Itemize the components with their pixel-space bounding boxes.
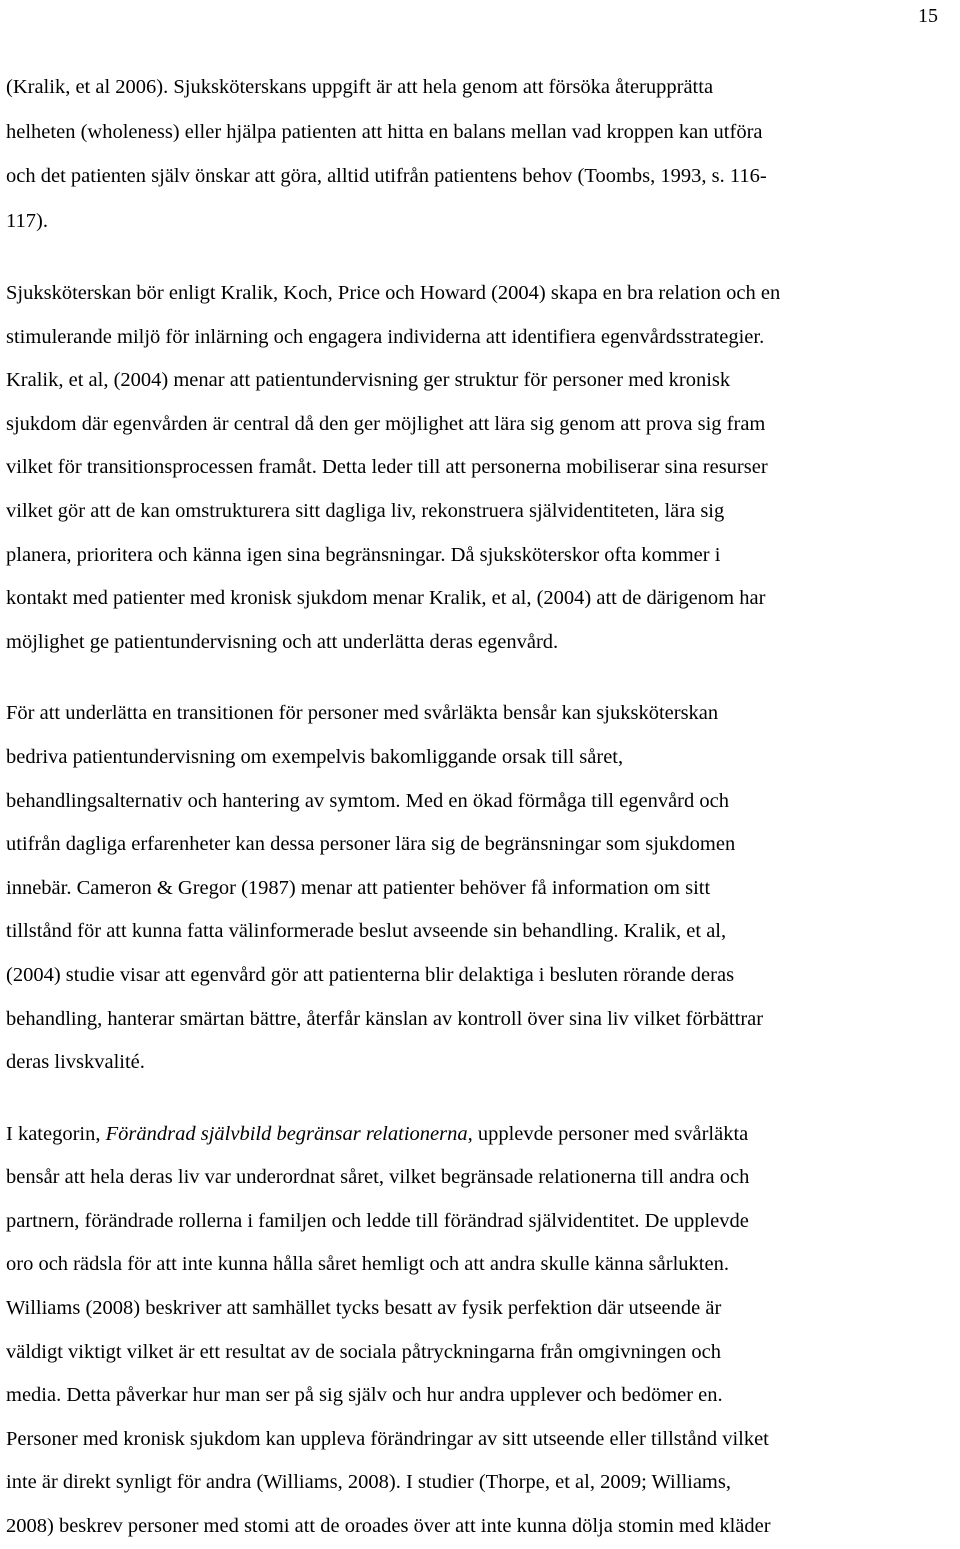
- text-line: (Kralik, et al 2006). Sjuksköterskans uppgift är att hela genom att försöka återupprätta: [6, 76, 714, 98]
- text-line: Williams (2008) beskriver att samhället tycks besatt av fysik perfektion där utseende är: [6, 1297, 722, 1320]
- text-line: planera, prioritera och känna igen sina begränsningar. Då sjuksköterskor ofta kommer i: [6, 543, 721, 566]
- text-line: vilket gör att de kan omstrukturera sitt dagliga liv, rekonstruera självidentiteten, lära sig: [6, 499, 725, 522]
- text-line: För att underlätta en transitionen för personer med svårläkta bensår kan sjuksköterskan: [6, 702, 719, 725]
- text-line: bedriva patientundervisning om exempelvis bakomliggande orsak till såret,: [6, 745, 624, 768]
- paragraph-2: [6, 272, 954, 664]
- paragraph-gap: [6, 244, 954, 272]
- text-run: I kategorin,: [6, 1122, 106, 1145]
- text-run: upplevde personer med svårläkta: [472, 1122, 749, 1145]
- text-line: möjlighet ge patientundervisning och att underlätta deras egenvård.: [6, 630, 559, 653]
- text-line: bensår att hela deras liv var underordnat såret, vilket begränsade relationerna till andra och: [6, 1166, 750, 1189]
- text-line: kontakt med patienter med kronisk sjukdom menar Kralik, et al, (2004) att de därigenom har: [6, 587, 766, 610]
- text-line: och det patienten själv önskar att göra, alltid utifrån patientens behov (Toombs, 1993, s. 116-: [6, 165, 767, 187]
- document-body: [6, 66, 954, 1549]
- text-line: Personer med kronisk sjukdom kan uppleva förändringar av sitt utseende eller tillstånd vilket: [6, 1427, 769, 1450]
- text-line: tillstånd för att kunna fatta välinformerade beslut avseende sin behandling. Kralik, et al,: [6, 920, 727, 943]
- text-line: vilket för transitionsprocessen framåt. Detta leder till att personerna mobiliserar sina resurser: [6, 456, 768, 479]
- text-line: innebär. Cameron & Gregor (1987) menar att patienter behöver få information om sitt: [6, 876, 711, 899]
- text-line: behandling, hanterar smärtan bättre, återfår känslan av kontroll över sina liv vilket förbättrar: [6, 1007, 764, 1030]
- text-line: Sjuksköterskan bör enligt Kralik, Koch, Price och Howard (2004) skapa en bra relation och en: [6, 282, 781, 304]
- paragraph-1: [6, 66, 954, 244]
- text-line: deras livskvalité.: [6, 1051, 145, 1074]
- text-line: oro och rädsla för att inte kunna hålla såret hemligt och att andra skulle känna sårlukten.: [6, 1253, 729, 1276]
- text-line: 117).: [6, 209, 48, 232]
- paragraph-3: [6, 692, 954, 1084]
- text-line: behandlingsalternativ och hantering av symtom. Med en ökad förmåga till egenvård och: [6, 789, 729, 812]
- text-line: partnern, förändrade rollerna i familjen och ledde till förändrad självidentitet. De upplevde: [6, 1209, 749, 1232]
- text-line: stimulerande miljö för inlärning och engagera individerna att identifiera egenvårdsstrategier.: [6, 325, 765, 348]
- paragraph-gap: [6, 1085, 954, 1113]
- text-line: 2008) beskrev personer med stomi att de oroades över att inte kunna dölja stomin med kläder: [6, 1515, 771, 1538]
- paragraph-gap: [6, 664, 954, 692]
- text-line: media. Detta påverkar hur man ser på sig själv och hur andra upplever och bedömer en.: [6, 1384, 723, 1407]
- category-title: Förändrad självbild begränsar relationerna,: [105, 1122, 473, 1145]
- page-number: 15: [918, 5, 938, 27]
- paragraph-4: [6, 1113, 954, 1549]
- text-line: utifrån dagliga erfarenheter kan dessa personer lära sig de begränsningar som sjukdomen: [6, 833, 736, 856]
- text-line: helheten (wholeness) eller hjälpa patienten att hitta en balans mellan vad kroppen kan utföra: [6, 120, 763, 143]
- text-line: inte är direkt synligt för andra (Williams, 2008). I studier (Thorpe, et al, 2009; Williams,: [6, 1471, 731, 1494]
- text-line: väldigt viktigt vilket är ett resultat av de sociala påtryckningarna från omgivningen och: [6, 1340, 721, 1363]
- text-line: (2004) studie visar att egenvård gör att patienterna blir delaktiga i besluten rörande deras: [6, 963, 735, 986]
- text-line: sjukdom där egenvården är central då den ger möjlighet att lära sig genom att prova sig fram: [6, 412, 766, 435]
- text-line: [6, 1113, 954, 1157]
- text-line: Kralik, et al, (2004) menar att patientundervisning ger struktur för personer med kronisk: [6, 369, 731, 392]
